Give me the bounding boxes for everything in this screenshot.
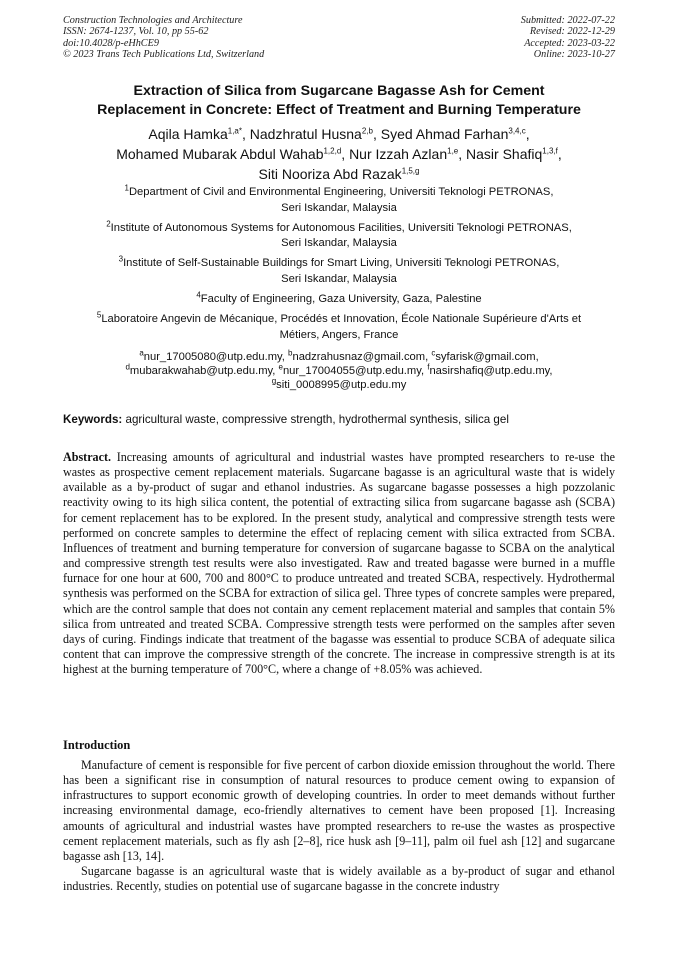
keywords-text: agricultural waste, compressive strength, hydrothermal synthesis, silica gel: [122, 413, 509, 426]
email-address: siti_0008995@utp.edu.my: [276, 379, 407, 391]
title-line-2: Replacement in Concrete: Effect of Treatment and Burning Temperature: [97, 101, 581, 118]
email-address: nur_17004055@utp.edu.my,: [282, 365, 428, 377]
email-address: nadzrahusnaz@gmail.com,: [292, 351, 432, 363]
email-sup: e: [278, 362, 283, 372]
author-sep: ,: [557, 146, 562, 162]
revised-date: Revised: 2022-12-29: [529, 26, 615, 38]
affiliation-text: Faculty of Engineering, Gaza University, Gaza, Palestine: [200, 293, 482, 306]
email-address: nur_17005080@utp.edu.my,: [143, 351, 289, 363]
author-name: Aqila Hamka: [148, 126, 228, 142]
journal-header-left: [63, 15, 264, 61]
author-sup: 1,e: [447, 146, 459, 156]
author-line-2: [40, 144, 638, 164]
affiliation-sup: 5: [96, 310, 102, 320]
accepted-date: Accepted: 2023-03-22: [524, 37, 615, 49]
affiliation-text: Laboratoire Angevin de Mécanique, Procédés et Innovation, École Nationale Supérieure d'Arts et: [101, 313, 582, 326]
issn-line: ISSN: 2674-1237, Vol. 10, pp 55-62: [63, 26, 209, 38]
affiliation-location: Seri Iskandar, Malaysia: [281, 201, 397, 214]
affiliation-location: Seri Iskandar, Malaysia: [281, 272, 397, 285]
author-emails: [50, 350, 628, 392]
author-sup: 1,3,f: [542, 146, 558, 156]
author-sep: ,: [372, 126, 381, 142]
author-name: Mohamed Mubarak Abdul Wahab: [116, 146, 324, 162]
author-name: Siti Nooriza Abd Razak: [258, 166, 402, 182]
author-sup: 1,2,d: [323, 146, 342, 156]
journal-header-right: [521, 15, 615, 61]
author-name: Nadzhratul Husna: [249, 126, 362, 142]
author-sup: 2,b: [361, 126, 373, 136]
introduction-body: [63, 758, 615, 894]
abstract-label: Abstract.: [63, 450, 112, 464]
email-line-2: [50, 364, 628, 378]
author-line-1: [40, 124, 638, 144]
author-sep: ,: [458, 146, 467, 162]
author-list: [40, 124, 638, 184]
keywords: [63, 412, 615, 427]
affiliation-text: Department of Civil and Environmental Engineering, Universiti Teknologi PETRONAS,: [128, 186, 554, 198]
email-sup: g: [271, 376, 277, 386]
email-address: nasirshafiq@utp.edu.my,: [429, 365, 553, 377]
author-sup: 1,5,g: [401, 166, 420, 176]
affiliation-4: [50, 292, 628, 308]
copyright-line: © 2023 Trans Tech Publications Ltd, Switzerland: [63, 49, 265, 61]
author-sep: ,: [525, 126, 530, 142]
affiliation-text: Institute of Self-Sustainable Buildings for Smart Living, Universiti Teknologi PETRONAS,: [123, 257, 560, 270]
email-sup: b: [288, 348, 293, 358]
introduction-paragraph: Manufacture of cement is responsible for five percent of carbon dioxide emission throughout the world. There has been a significant rise in consumption of natural resources to produce cement owing to expansion of infrastructures to support economic growth of developing countries. In order to meet demands without further increasing environmental damage, eco-friendly alternatives to cement have been proposed [1]. Increasing amounts of agricultural and industrial wastes have prompted researchers to re-use the wastes as prospective cement replacement materials, such as fly ash [2–8], rice husk ash [9–11], palm oil fuel ash [12] and sugarcane bagasse ash [13, 14].: [63, 758, 615, 863]
email-sup: a: [139, 348, 144, 358]
affiliation-sup: 2: [106, 218, 111, 228]
email-sup: d: [125, 362, 130, 372]
affiliation-location: Seri Iskandar, Malaysia: [281, 237, 397, 250]
email-sup: f: [427, 362, 430, 372]
email-sup: c: [431, 348, 436, 358]
affiliation-sup: 3: [118, 254, 124, 264]
author-sep: ,: [241, 126, 250, 142]
affiliation-3: [50, 256, 628, 287]
affiliation-1: [50, 185, 628, 216]
journal-name: Construction Technologies and Architecture: [63, 15, 243, 26]
email-line-1: [50, 350, 628, 364]
introduction-heading: Introduction: [63, 738, 131, 752]
author-sup: 3,4,c: [508, 126, 526, 136]
affiliations: [50, 185, 628, 348]
paper-title: [40, 82, 638, 119]
doi-line: doi:10.4028/p-eHhCE9: [63, 37, 159, 49]
abstract: [63, 450, 615, 677]
affiliation-5: [50, 312, 628, 343]
author-sup: 1,a*: [227, 126, 242, 136]
author-name: Nur Izzah Azlan: [349, 146, 448, 162]
author-name: Nasir Shafiq: [466, 146, 543, 162]
email-line-3: [50, 378, 628, 392]
online-date: Online: 2023-10-27: [533, 49, 615, 61]
author-line-3: [40, 164, 638, 184]
affiliation-2: [50, 218, 628, 252]
introduction-paragraph: Sugarcane bagasse is an agricultural waste that is widely available as a by-product of sugar and ethanol industries. Recently, studies on potential use of sugarcane bagasse in the concrete industry: [63, 864, 615, 894]
email-address: mubarakwahab@utp.edu.my,: [129, 365, 279, 377]
author-sep: ,: [341, 146, 350, 162]
email-address: syfarisk@gmail.com,: [435, 351, 539, 363]
abstract-text: Increasing amounts of agricultural and industrial wastes have prompted researchers to re-use the wastes as prospective cement replacement materials. Sugarcane bagasse is an agricultural waste that is widely available as a by-product of sugar and ethanol industries. As sugarcane bagasse possesses a high pozzolanic reactivity owing to its high silica content, the potential of extracting silica from sugarcane bagasse ash (SCBA) for cement replacement has to be explored. In the present study, analytical and compressive strength tests were performed on concrete samples to determine the effect of replacing cement with silica extracted from SCBA. Influences of treatment and burning temperature for conversion of sugarcane bagasse to SCBA on the analytical and compressive strength test results were also investigated. Raw and treated bagasse were burned in a muffle furnace for one hour at 600, 700 and 800°C to produce untreated and treated SCBA, respectively. Hydrothermal synthesis was performed on the SCBA for extraction of silica gel. Three types of concrete samples were prepared, which are the control sample that does not contain any cement replacement material and samples that contain 5% silica from untreated and treated SCBA. Compressive strength tests were performed on the samples after seven days of curing. Findings indicate that treatment of the bagasse was essential to produce SCBA of adequate silica content that can improve the compressive strength of the concrete. The increase in compressive strength is at its highest at the burning temperature of 700°C, where a change of +8.05% was achieved.: [63, 450, 615, 677]
title-line-1: Extraction of Silica from Sugarcane Bagasse Ash for Cement: [133, 83, 545, 99]
keywords-label: Keywords:: [63, 413, 123, 426]
author-name: Syed Ahmad Farhan: [380, 126, 509, 142]
submitted-date: Submitted: 2022-07-22: [520, 15, 615, 26]
affiliation-sup: 1: [124, 183, 129, 193]
affiliation-location: Métiers, Angers, France: [279, 328, 399, 341]
affiliation-sup: 4: [196, 290, 201, 300]
affiliation-text: Institute of Autonomous Systems for Autonomous Facilities, Universiti Teknologi PETRONAS,: [110, 221, 572, 234]
